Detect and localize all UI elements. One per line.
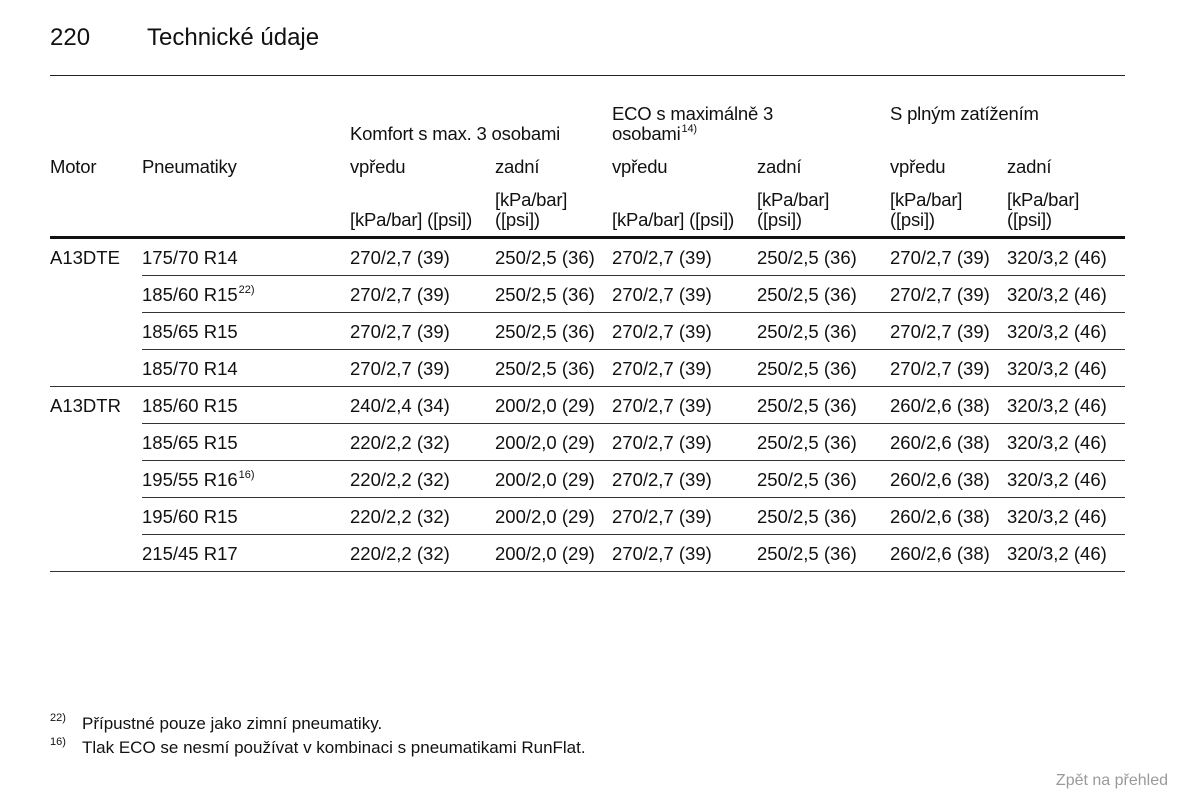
tire-size: 185/60 R15 — [142, 284, 238, 305]
pressure-value-cell: 200/2,0 (29) — [495, 432, 595, 453]
pressure-value-cell: 270/2,7 (39) — [612, 284, 712, 305]
unit-header: [kPa/bar] ([psi]) — [1007, 189, 1080, 230]
column-header-front: vpředu — [350, 156, 406, 177]
pressure-value-cell: 250/2,5 (36) — [757, 395, 857, 416]
pressure-value-cell: 250/2,5 (36) — [757, 358, 857, 379]
pressure-value-cell: 270/2,7 (39) — [890, 284, 990, 305]
table-row — [50, 535, 1125, 572]
footnotes — [50, 714, 1150, 762]
header-divider — [50, 75, 1125, 76]
footnote-number: 22) — [50, 712, 66, 724]
pressure-value-cell: 250/2,5 (36) — [757, 321, 857, 342]
column-header-front: vpředu — [890, 156, 946, 177]
back-to-overview-link[interactable]: Zpět na přehled — [1055, 772, 1168, 789]
pressure-value-cell: 260/2,6 (38) — [890, 469, 990, 490]
pressure-value-cell: 270/2,7 (39) — [612, 506, 712, 527]
group-header-full-load — [890, 104, 1039, 124]
row-divider — [50, 571, 1125, 572]
motor-cell: A13DTR — [50, 395, 121, 416]
unit-header: [kPa/bar] ([psi]) — [495, 189, 568, 230]
group-title: Komfort s max. 3 osobami — [350, 123, 561, 144]
pressure-value-cell: 260/2,6 (38) — [890, 543, 990, 564]
pressure-value-cell: 320/3,2 (46) — [1007, 469, 1107, 490]
unit-header: [kPa/bar] ([psi]) — [757, 189, 830, 230]
footnote-ref: 22) — [238, 284, 255, 296]
page-title: Technické údaje — [147, 24, 320, 51]
pressure-value-cell: 220/2,2 (32) — [350, 469, 450, 490]
pressure-value-cell: 320/3,2 (46) — [1007, 543, 1107, 564]
table-row — [50, 424, 1125, 461]
table-row — [50, 239, 1125, 276]
pressure-value-cell: 220/2,2 (32) — [350, 506, 450, 527]
pressure-value-cell: 260/2,6 (38) — [890, 432, 990, 453]
tire-cell — [142, 322, 238, 342]
pressure-value-cell: 270/2,7 (39) — [350, 284, 450, 305]
tire-size: 185/65 R15 — [142, 432, 238, 453]
unit-header: [kPa/bar] ([psi]) — [350, 209, 473, 230]
pressure-value-cell: 270/2,7 (39) — [612, 321, 712, 342]
tire-cell — [142, 433, 238, 453]
footnote — [50, 714, 1150, 738]
pressure-value-cell: 250/2,5 (36) — [757, 432, 857, 453]
pressure-value-cell: 250/2,5 (36) — [495, 358, 595, 379]
unit-header: [kPa/bar] ([psi]) — [890, 189, 963, 230]
pressure-value-cell: 250/2,5 (36) — [495, 284, 595, 305]
tire-size: 185/65 R15 — [142, 321, 238, 342]
group-header-comfort — [350, 124, 560, 144]
column-header-rear: zadní — [757, 156, 802, 177]
column-header-rear: zadní — [495, 156, 540, 177]
table-row — [50, 498, 1125, 535]
pressure-value-cell: 270/2,7 (39) — [612, 432, 712, 453]
pressure-value-cell: 200/2,0 (29) — [495, 543, 595, 564]
tire-cell — [142, 544, 238, 564]
pressure-value-cell: 220/2,2 (32) — [350, 543, 450, 564]
pressure-value-cell: 270/2,7 (39) — [612, 395, 712, 416]
pressure-value-cell: 250/2,5 (36) — [757, 469, 857, 490]
pressure-value-cell: 250/2,5 (36) — [757, 284, 857, 305]
group-header-eco — [612, 104, 802, 144]
footnote-text: Přípustné pouze jako zimní pneumatiky. — [82, 714, 383, 733]
pressure-value-cell: 320/3,2 (46) — [1007, 321, 1107, 342]
pressure-value-cell: 200/2,0 (29) — [495, 395, 595, 416]
column-header-rear: zadní — [1007, 156, 1052, 177]
pressure-value-cell: 270/2,7 (39) — [350, 247, 450, 268]
tire-size: 195/60 R15 — [142, 506, 238, 527]
pressure-value-cell: 250/2,5 (36) — [757, 543, 857, 564]
tire-pressure-table — [50, 100, 1125, 575]
pressure-value-cell: 270/2,7 (39) — [612, 543, 712, 564]
pressure-value-cell: 320/3,2 (46) — [1007, 358, 1107, 379]
tire-size: 195/55 R16 — [142, 469, 238, 490]
motor-cell: A13DTE — [50, 247, 120, 268]
pressure-value-cell: 270/2,7 (39) — [350, 321, 450, 342]
tire-size: 215/45 R17 — [142, 543, 238, 564]
pressure-value-cell: 250/2,5 (36) — [757, 506, 857, 527]
table-row — [50, 461, 1125, 498]
footnote-text: Tlak ECO se nesmí používat v kombinaci s pneumatikami RunFlat. — [82, 738, 586, 757]
tire-size: 185/60 R15 — [142, 395, 238, 416]
footnote-ref: 14) — [681, 123, 697, 135]
pressure-value-cell: 250/2,5 (36) — [495, 247, 595, 268]
footnote — [50, 738, 1150, 762]
pressure-value-cell: 320/3,2 (46) — [1007, 432, 1107, 453]
pressure-value-cell: 220/2,2 (32) — [350, 432, 450, 453]
pressure-value-cell: 320/3,2 (46) — [1007, 284, 1107, 305]
pressure-value-cell: 260/2,6 (38) — [890, 506, 990, 527]
table-row — [50, 313, 1125, 350]
tire-cell — [142, 396, 238, 416]
page-number: 220 — [50, 24, 91, 51]
pressure-value-cell: 270/2,7 (39) — [612, 247, 712, 268]
unit-header: [kPa/bar] ([psi]) — [612, 209, 735, 230]
pressure-value-cell: 270/2,7 (39) — [612, 358, 712, 379]
pressure-value-cell: 260/2,6 (38) — [890, 395, 990, 416]
table-row — [50, 350, 1125, 387]
pressure-value-cell: 270/2,7 (39) — [350, 358, 450, 379]
tire-size: 175/70 R14 — [142, 247, 238, 268]
pressure-value-cell: 250/2,5 (36) — [757, 247, 857, 268]
tire-cell — [142, 470, 255, 490]
pressure-value-cell: 270/2,7 (39) — [612, 469, 712, 490]
tire-cell — [142, 359, 238, 379]
pressure-value-cell: 240/2,4 (34) — [350, 395, 450, 416]
pressure-value-cell: 270/2,7 (39) — [890, 247, 990, 268]
group-title: ECO s maximálně 3 osobami — [612, 103, 774, 144]
group-title: S plným zatížením — [890, 103, 1039, 124]
tire-cell — [142, 507, 238, 527]
pressure-value-cell: 270/2,7 (39) — [890, 321, 990, 342]
tire-size: 185/70 R14 — [142, 358, 238, 379]
pressure-value-cell: 200/2,0 (29) — [495, 506, 595, 527]
pressure-value-cell: 320/3,2 (46) — [1007, 506, 1107, 527]
tire-cell — [142, 285, 255, 305]
pressure-value-cell: 320/3,2 (46) — [1007, 247, 1107, 268]
pressure-value-cell: 320/3,2 (46) — [1007, 395, 1107, 416]
footnote-number: 16) — [50, 736, 66, 748]
table-row — [50, 276, 1125, 313]
pressure-value-cell: 200/2,0 (29) — [495, 469, 595, 490]
pressure-value-cell: 250/2,5 (36) — [495, 321, 595, 342]
column-header-motor: Motor — [50, 156, 97, 177]
footnote-ref: 16) — [238, 469, 255, 481]
table-row — [50, 387, 1125, 424]
pressure-value-cell: 270/2,7 (39) — [890, 358, 990, 379]
tire-cell — [142, 248, 238, 268]
column-header-front: vpředu — [612, 156, 668, 177]
column-header-tires: Pneumatiky — [142, 156, 237, 177]
